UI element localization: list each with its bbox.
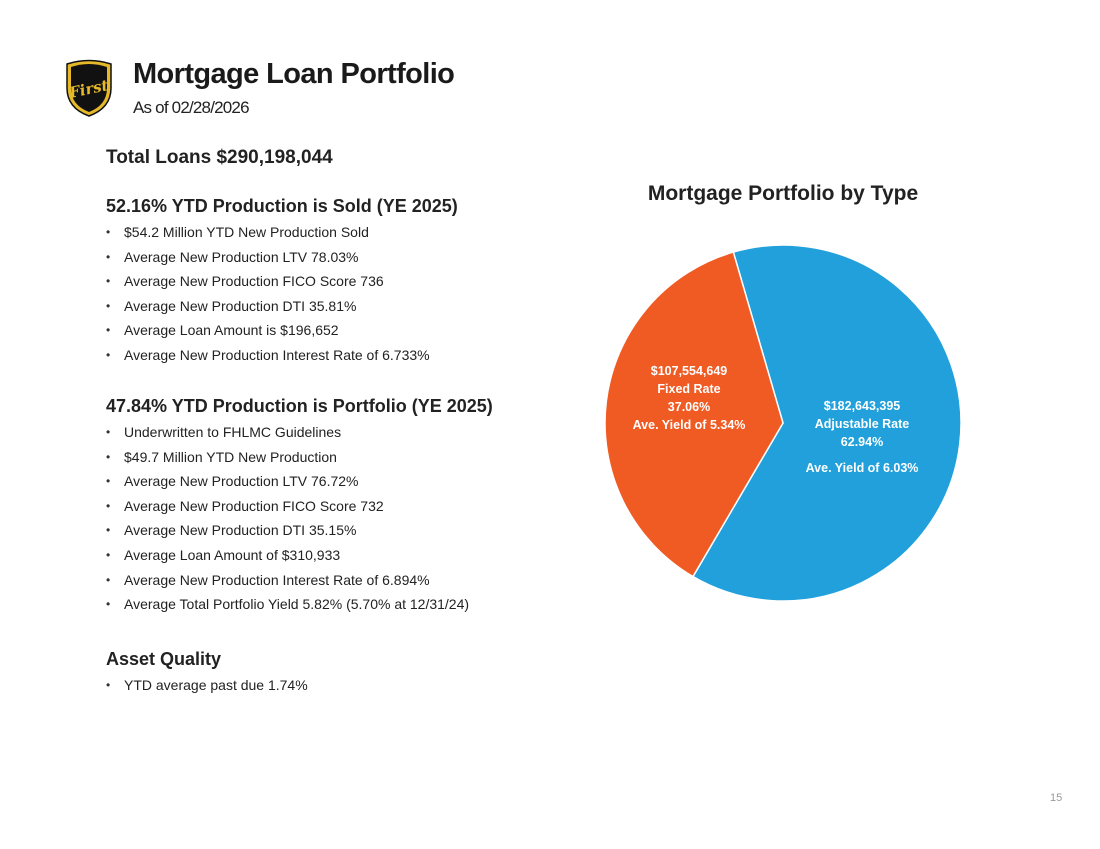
adjustable-rate-yield: Ave. Yield of 6.03% (805, 461, 919, 475)
list-item: • Average Loan Amount is $196,652 (106, 321, 586, 346)
logo-text: First (67, 76, 111, 102)
fixed-rate-name: Fixed Rate (657, 382, 721, 396)
fixed-rate-yield: Ave. Yield of 5.34% (632, 418, 746, 432)
asset-quality-section (106, 649, 586, 701)
page-subtitle: As of 02/28/2026 (133, 98, 249, 117)
list-item: • $54.2 Million YTD New Production Sold (106, 223, 586, 248)
list-item: • YTD average past due 1.74% (106, 676, 586, 701)
page-number: 15 (1050, 792, 1063, 804)
sold-section (106, 196, 586, 371)
chart-title: Mortgage Portfolio by Type (647, 182, 919, 205)
fixed-rate-amount: $107,554,649 (650, 364, 728, 378)
list-item: • $49.7 Million YTD New Production (106, 448, 586, 473)
list-item: • Average New Production LTV 76.72% (106, 472, 586, 497)
list-item: • Average Total Portfolio Yield 5.82% (5.70% at 12/31/24) (106, 595, 586, 620)
asset-quality-heading: Asset Quality (106, 649, 222, 669)
portfolio-section-heading: 47.84% YTD Production is Portfolio (YE 2025) (106, 396, 493, 416)
list-item: • Average New Production LTV 78.03% (106, 248, 586, 273)
sold-section-heading: 52.16% YTD Production is Sold (YE 2025) (106, 196, 458, 216)
total-loans: Total Loans $290,198,044 (106, 147, 333, 168)
fixed-rate-percent: 37.06% (667, 400, 711, 414)
list-item: • Average New Production DTI 35.15% (106, 521, 586, 546)
list-item: • Average New Production FICO Score 736 (106, 272, 586, 297)
list-item: • Average New Production Interest Rate of 6.894% (106, 571, 586, 596)
list-item: • Average New Production Interest Rate of 6.733% (106, 346, 586, 371)
list-item: • Underwritten to FHLMC Guidelines (106, 423, 586, 448)
list-item: • Average Loan Amount of $310,933 (106, 546, 586, 571)
portfolio-list (106, 423, 586, 620)
list-item: • Average New Production DTI 35.81% (106, 297, 586, 322)
adjustable-rate-percent: 62.94% (840, 435, 884, 449)
list-item: • Average New Production FICO Score 732 (106, 497, 586, 522)
adjustable-rate-amount: $182,643,395 (823, 399, 901, 413)
fixed-rate-label (614, 362, 764, 434)
asset-quality-list (106, 676, 586, 701)
portfolio-section (106, 396, 586, 620)
page-title: Mortgage Loan Portfolio (133, 58, 455, 90)
adjustable-rate-name: Adjustable Rate (814, 417, 910, 431)
adjustable-rate-label (787, 397, 937, 477)
sold-list (106, 223, 586, 371)
company-logo (63, 58, 115, 118)
